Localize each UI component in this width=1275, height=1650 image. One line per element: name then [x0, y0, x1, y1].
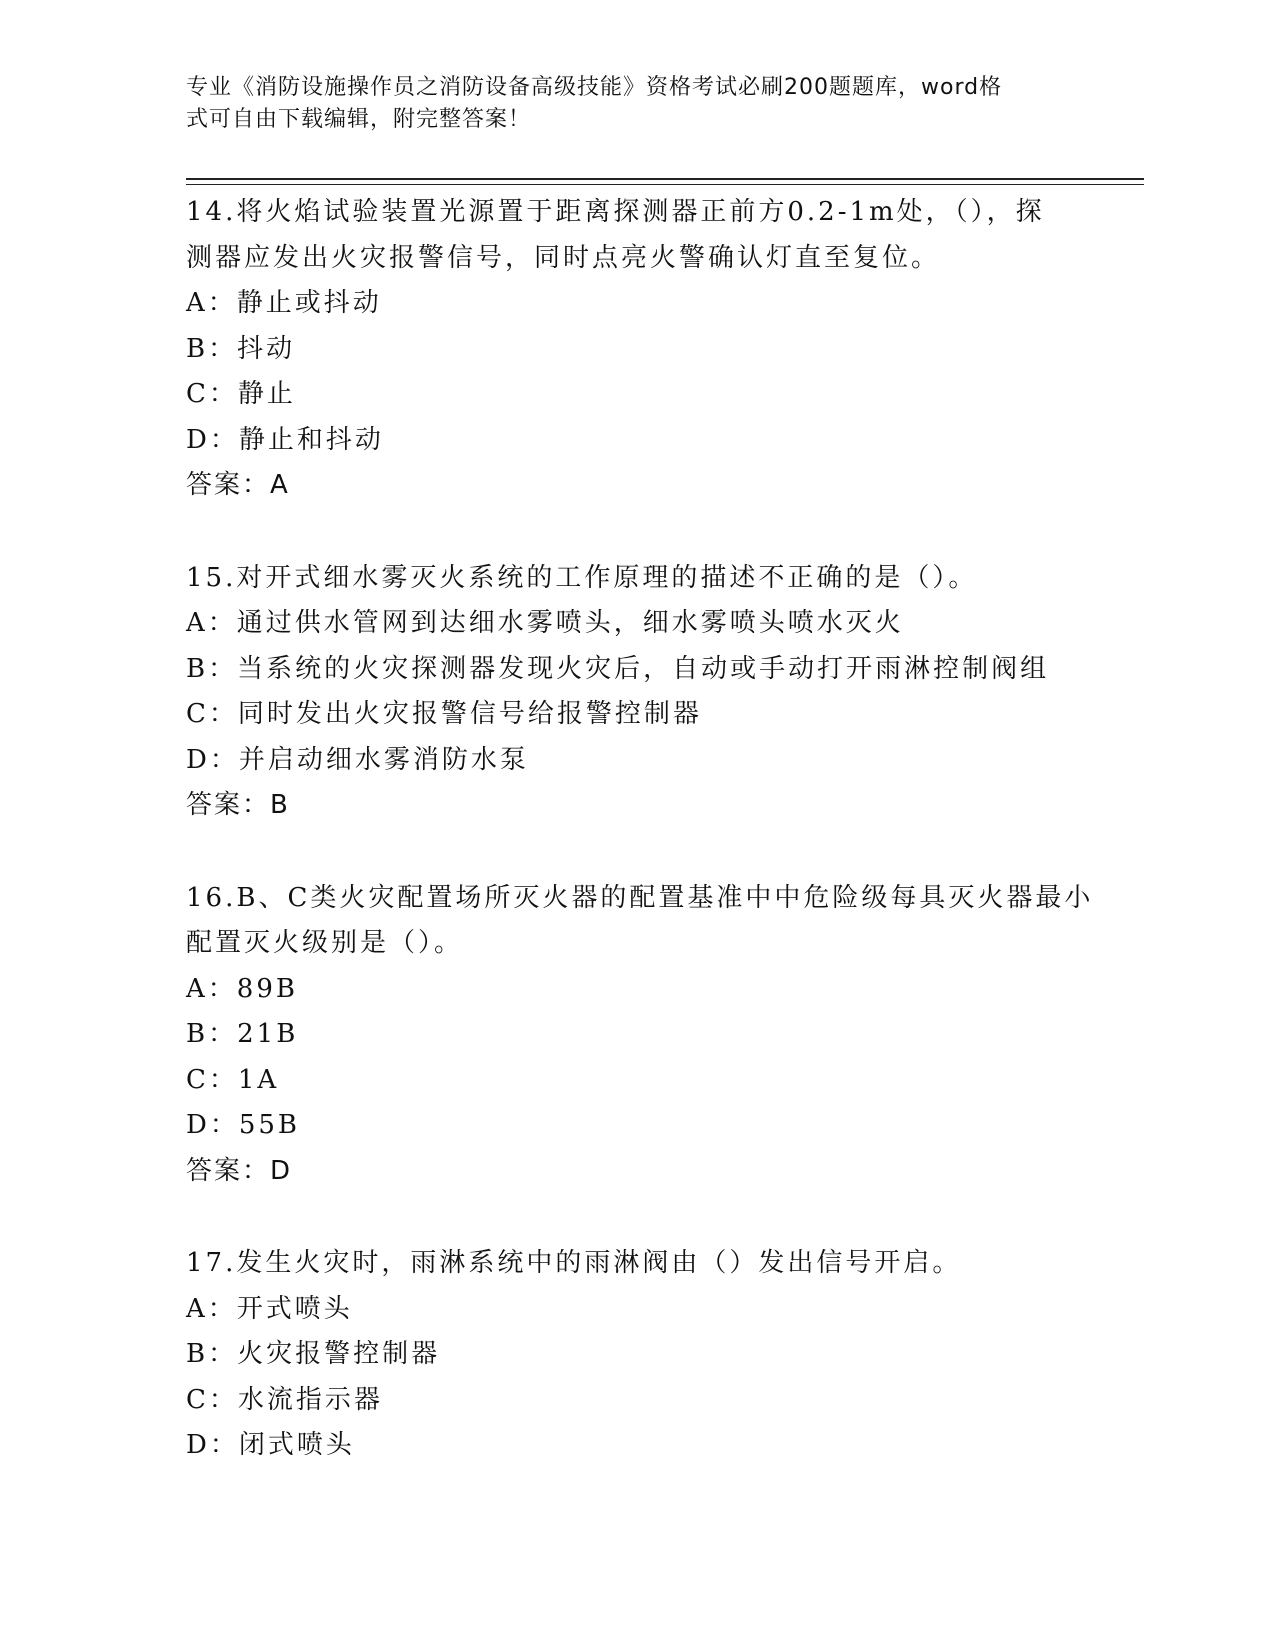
option-a: A：89B [186, 973, 298, 1004]
option-d: D：静止和抖动 [186, 424, 384, 455]
option-c: C：1A [186, 1064, 280, 1095]
option-a: A：通过供水管网到达细水雾喷头，细水雾喷头喷水灭火 [186, 608, 904, 638]
question-list [186, 190, 1106, 1469]
header-divider [186, 178, 1144, 185]
header-line-1: 专业《消防设施操作员之消防设备高级技能》资格考试必刷200题题库，word格 [186, 75, 1003, 100]
option-d: D：55B [186, 1110, 301, 1140]
document-header [186, 72, 1066, 136]
question-stem: 17.发生火灾时，雨淋系统中的雨淋阀由（）发出信号开启。 [186, 1248, 962, 1278]
option-c: C：同时发出火灾报警信号给报警控制器 [186, 699, 702, 729]
option-c: C：水流指示器 [186, 1384, 383, 1415]
answer: 答案：B [186, 790, 290, 820]
question-17 [186, 1241, 1106, 1469]
option-b: B：抖动 [186, 333, 296, 364]
option-d: D：并启动细水雾消防水泵 [186, 744, 529, 775]
question-stem: 16.B、C类火灾配置场所灭火器的配置基准中中危险级每具灭火器最小 [186, 882, 1094, 913]
option-b: B：21B [186, 1019, 299, 1049]
question-stem: 测器应发出火灾报警信号，同时点亮火警确认灯直至复位。 [186, 242, 941, 273]
answer: 答案：A [186, 470, 290, 500]
answer: 答案：D [186, 1155, 293, 1186]
option-b: B：当系统的火灾探测器发现火灾后，自动或手动打开雨淋控制阀组 [186, 653, 1050, 684]
option-b: B：火灾报警控制器 [186, 1339, 441, 1369]
option-d: D：闭式喷头 [186, 1430, 355, 1460]
question-14 [186, 190, 1106, 509]
question-15 [186, 556, 1106, 829]
header-line-2: 式可自由下载编辑，附完整答案！ [186, 107, 532, 132]
question-16 [186, 876, 1106, 1195]
option-a: A：静止或抖动 [186, 288, 382, 318]
option-a: A：开式喷头 [186, 1293, 353, 1324]
question-stem: 15.对开式细水雾灭火系统的工作原理的描述不正确的是（）。 [186, 562, 978, 593]
option-c: C：静止 [186, 379, 296, 409]
question-stem: 14.将火焰试验装置光源置于距离探测器正前方0.2-1m处，（），探 [186, 197, 1045, 227]
question-stem: 配置灭火级别是（）。 [186, 928, 464, 958]
